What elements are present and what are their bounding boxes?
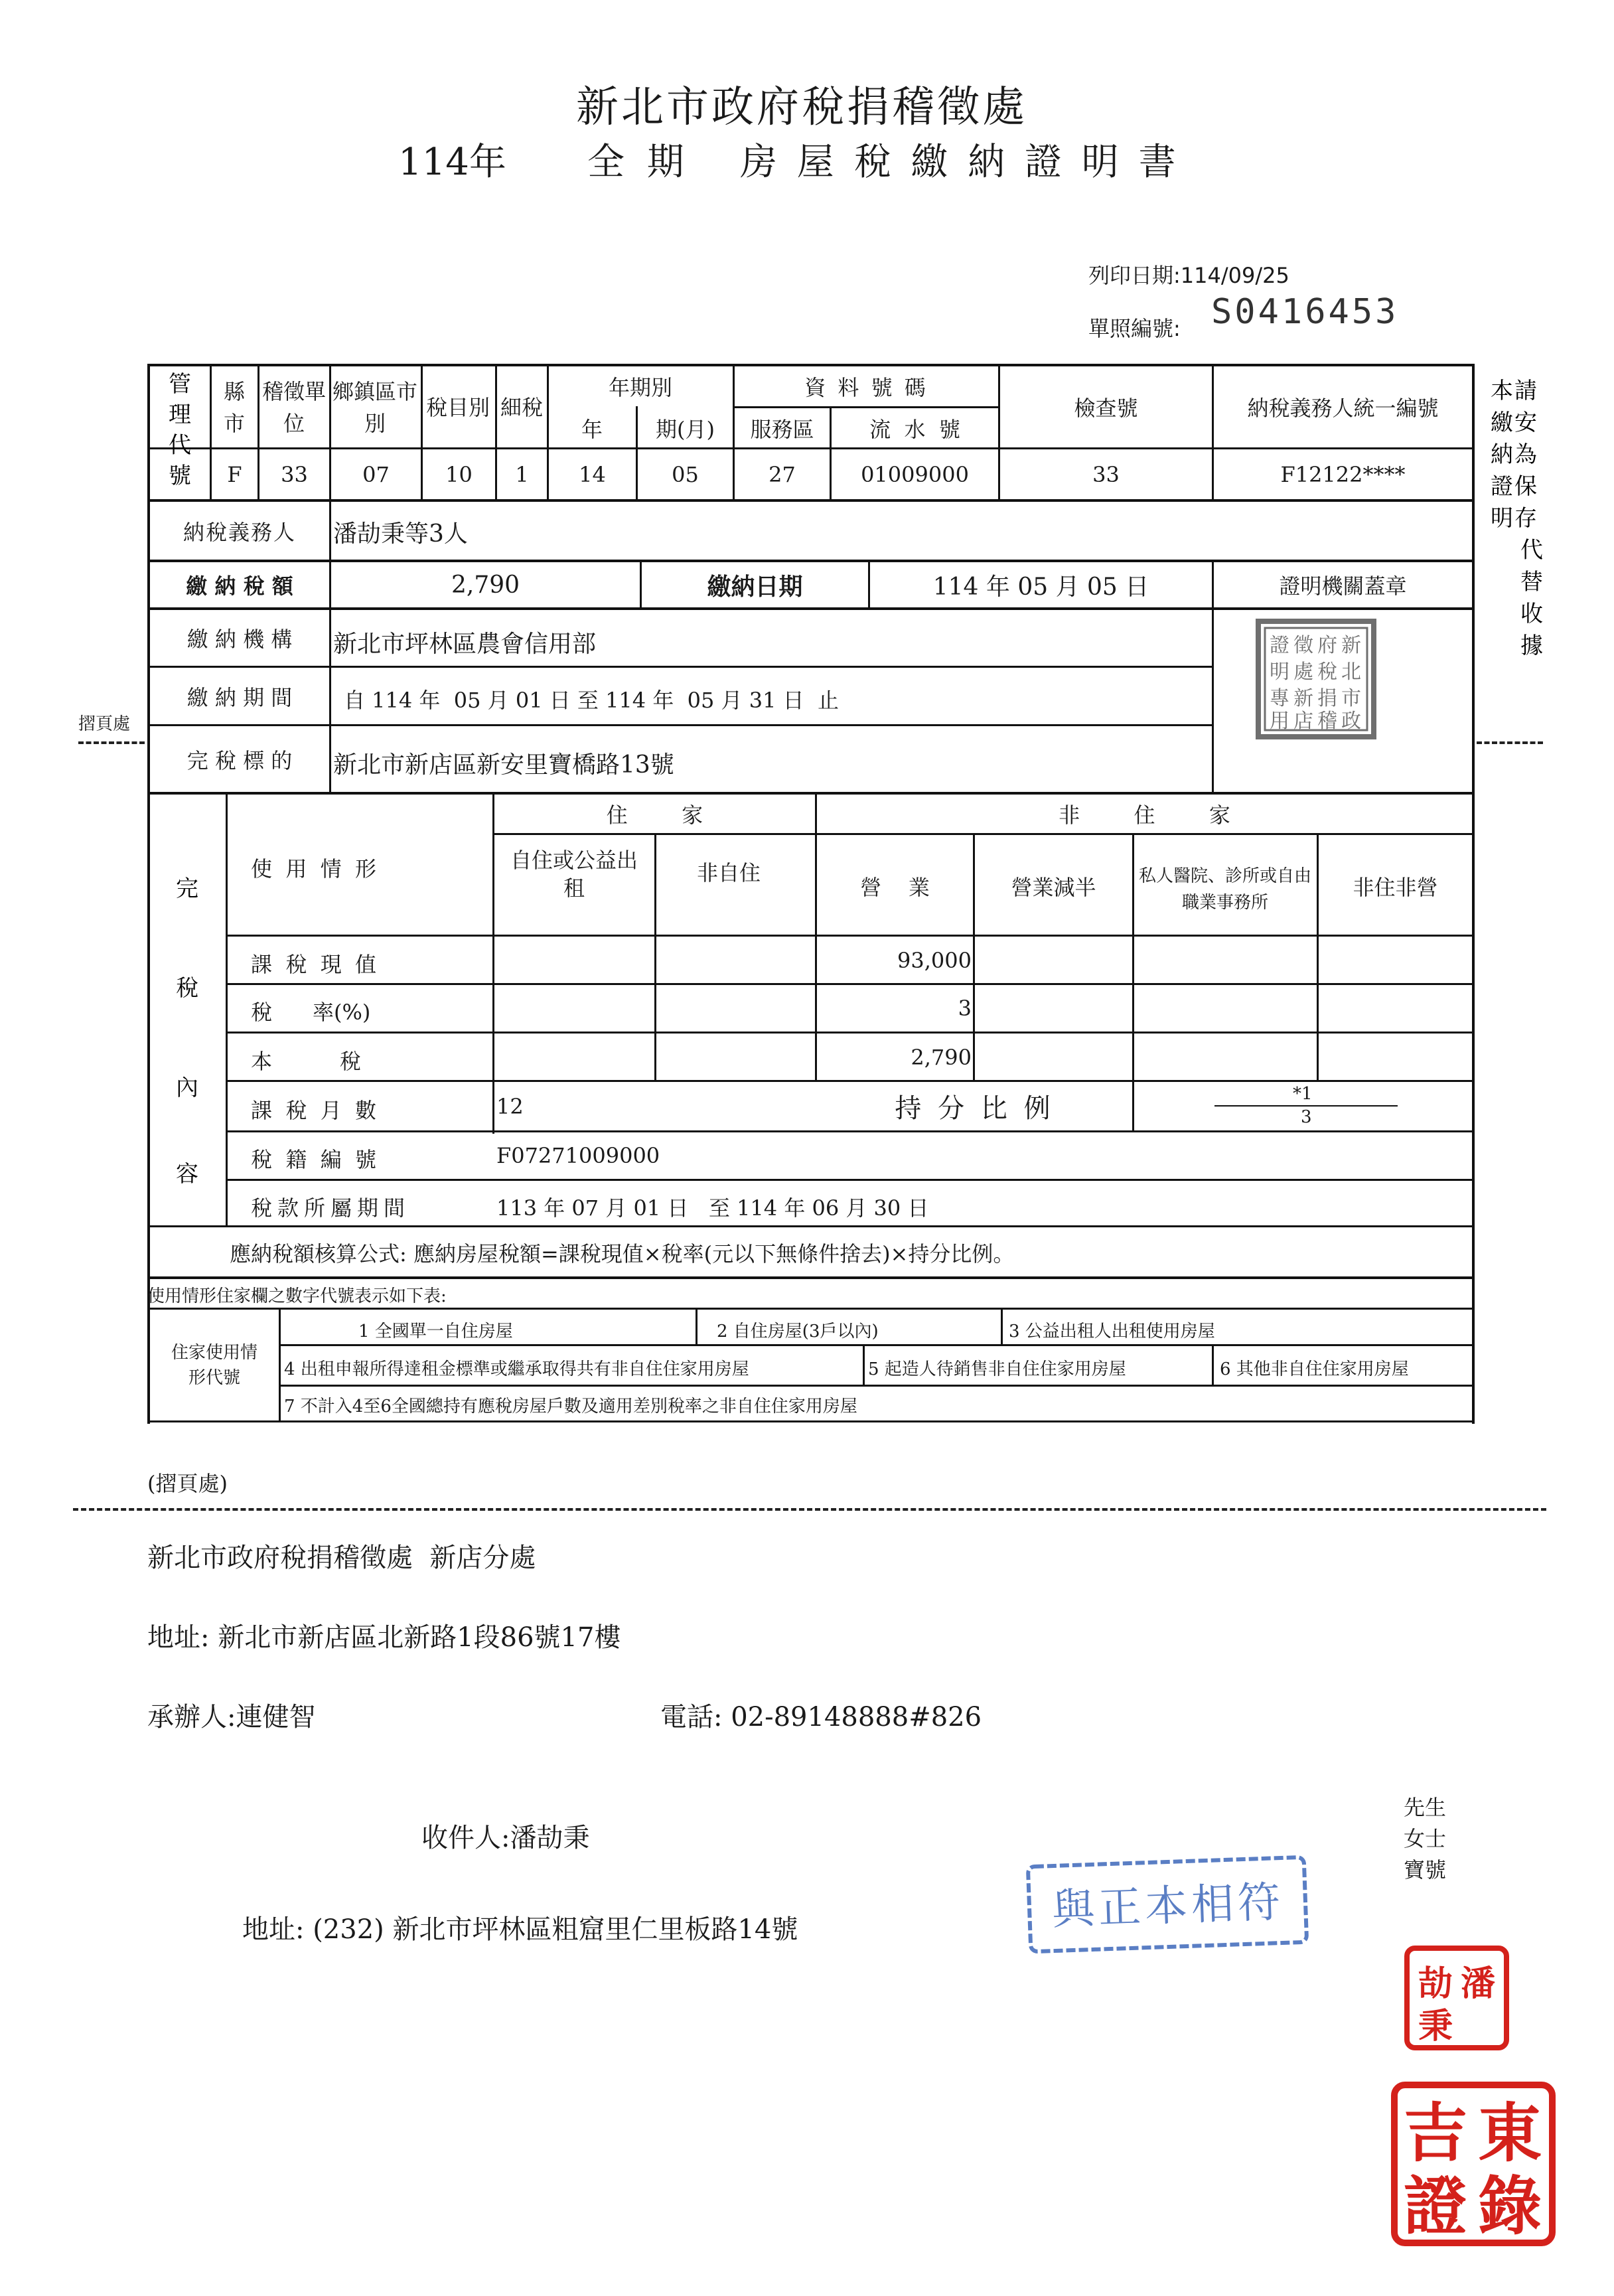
col-non-owner: 非自住 — [697, 860, 761, 885]
svg-text:市: 市 — [1341, 687, 1361, 710]
year-header: 年 — [581, 416, 603, 442]
term-header: 期(月) — [656, 416, 715, 442]
residential-header: 住 家 — [606, 803, 703, 828]
amount-label: 繳 納 稅 額 — [186, 574, 293, 599]
tax-period-value: 113 年 07 月 01 日 至 114 年 06 月 30 日 — [496, 1195, 929, 1221]
service-area-value: 27 — [769, 461, 796, 487]
code-group-char-1: 理 — [169, 402, 191, 428]
share-numerator: *1 — [1293, 1084, 1313, 1104]
detail-side-char-3: 容 — [176, 1161, 198, 1187]
fold-label-left: 摺頁處 — [78, 714, 131, 734]
taxpayer-value: 潘劼秉等3人 — [333, 520, 468, 548]
print-date: 列印日期:114/09/25 — [1088, 263, 1289, 288]
svg-text:政: 政 — [1341, 710, 1361, 733]
side-note-line: 據 — [1520, 633, 1543, 659]
doc-year: 114年 — [398, 141, 506, 184]
personal-seal-char-1: 劼 — [1418, 1963, 1453, 2004]
handler: 承辦人:連健智 — [147, 1702, 316, 1732]
code-col-header-subtax: 細稅 — [500, 395, 543, 420]
office-seal-chars — [1270, 634, 1361, 733]
code-district-value: 07 — [362, 461, 390, 487]
office-name: 新北市政府稅捐稽徵處 新店分處 — [147, 1543, 536, 1573]
row-label-base-tax: 本 稅 — [251, 1049, 361, 1074]
months-value: 12 — [496, 1094, 524, 1119]
legend-item-7: 7 不計入4至6全國總持有應稅房屋戶數及適用差別稅率之非自住住家用房屋 — [284, 1397, 857, 1416]
honorific-mr: 先生 — [1404, 1795, 1447, 1820]
mail-fold-label: (摺頁處) — [147, 1471, 228, 1496]
svg-text:稽: 稽 — [1317, 710, 1337, 733]
svg-text:徵: 徵 — [1293, 634, 1313, 657]
assessed-value: 93,000 — [897, 948, 972, 973]
notary-seal-char-2: 錄 — [1478, 2169, 1542, 2244]
side-note-line: 替 — [1520, 569, 1543, 595]
notary-seal-char-3: 證 — [1404, 2169, 1467, 2244]
col-other: 非住非營 — [1353, 875, 1438, 900]
personal-seal-char-2: 秉 — [1418, 2006, 1453, 2046]
serial-header: 流 水 號 — [869, 416, 960, 442]
svg-text:店: 店 — [1293, 710, 1313, 733]
svg-text:專: 專 — [1270, 687, 1289, 710]
period-header: 年期別 — [608, 375, 672, 400]
service-area-header: 服務區 — [750, 416, 814, 442]
tax-rate-value: 3 — [958, 996, 972, 1021]
side-note-line: 納為 — [1491, 441, 1538, 468]
legend-label — [150, 1310, 279, 1420]
tax-reg-no-value: F07271009000 — [496, 1143, 660, 1168]
svg-text:新: 新 — [1293, 687, 1313, 710]
side-note-line: 繳安 — [1491, 410, 1538, 436]
payment-date-value: 114 年 05 月 05 日 — [932, 573, 1149, 601]
agency-title: 新北市政府稅捐稽徵處 — [576, 83, 1027, 132]
mail-fold-line — [73, 1508, 1546, 1511]
formula-text: 應納稅額核算公式: 應納房屋稅額=課稅現值×稅率(元以下無條件捨去)×持分比例。 — [230, 1241, 1015, 1266]
svg-text:明: 明 — [1270, 660, 1289, 684]
row-label-tax-period: 稅款所屬期間 — [251, 1195, 411, 1221]
svg-text:府: 府 — [1317, 634, 1337, 657]
amount-value: 2,790 — [451, 571, 520, 599]
share-label: 持 分 比 例 — [895, 1093, 1055, 1124]
col-clinic: 私人醫院、診所或自由職業事務所 — [1138, 866, 1311, 913]
code-col-header-county: 縣市 — [223, 379, 245, 436]
legend-item-2: 2 自住房屋(3戶以內) — [717, 1322, 879, 1341]
pay-period-value: 自 114 年 05 月 01 日 至 114 年 05 月 31 日 止 — [344, 688, 839, 713]
tax-id-header: 納稅義務人統一編號 — [1247, 396, 1439, 421]
legend-item-6: 6 其他非自住住家用房屋 — [1220, 1359, 1409, 1379]
usage-label: 使 用 情 形 — [251, 856, 377, 881]
code-group-label — [151, 366, 208, 499]
code-group-char-2: 代 — [169, 432, 191, 459]
side-note-line: 收 — [1520, 601, 1543, 627]
notary-seal — [1390, 2081, 1556, 2247]
code-col-header-unit: 稽徵單位 — [261, 379, 326, 436]
doc-title: 房 屋 稅 繳 納 證 明 書 — [740, 141, 1180, 184]
property-label: 完 稅 標 的 — [186, 747, 293, 773]
fold-line-left — [78, 741, 145, 744]
svg-text:用: 用 — [1270, 710, 1289, 733]
legend-item-4: 4 出租申報所得達租金標準或繼承取得共有非自住住家用房屋 — [284, 1359, 749, 1379]
svg-text:稅: 稅 — [1317, 660, 1337, 684]
share-denominator: 3 — [1301, 1107, 1312, 1127]
svg-text:捐: 捐 — [1317, 687, 1337, 710]
detail-side-char-0: 完 — [176, 876, 198, 902]
serial-value: 01009000 — [861, 461, 969, 487]
col-business-half: 營業減半 — [1011, 875, 1096, 900]
recipient-address: 地址: (232) 新北市坪林區粗窟里仁里板路14號 — [242, 1914, 798, 1945]
honorific-shop: 寶號 — [1404, 1857, 1447, 1882]
certified-stamp — [1025, 1855, 1311, 1955]
phone: 電話: 02-89148888#826 — [660, 1702, 982, 1732]
code-group-char-0: 管 — [169, 371, 191, 398]
pay-period-label: 繳 納 期 間 — [186, 684, 293, 710]
svg-text:新: 新 — [1341, 634, 1361, 657]
side-note-text — [1479, 376, 1552, 668]
side-note-line: 代 — [1520, 537, 1543, 564]
nonresidential-header: 非 住 家 — [1059, 803, 1230, 828]
row-label-assessed: 課 稅 現 值 — [251, 952, 377, 977]
code-group-char-3: 號 — [169, 463, 191, 489]
svg-text:北: 北 — [1341, 660, 1361, 684]
recipient: 收件人:潘劼秉 — [421, 1823, 590, 1853]
certified-stamp-text: 與正本相符 — [1051, 1877, 1285, 1936]
code-taxitem-value: 10 — [445, 461, 473, 487]
fold-line-right — [1477, 741, 1543, 744]
institution-label: 繳 納 機 構 — [186, 627, 293, 652]
seal-label: 證明機關蓋章 — [1279, 574, 1407, 599]
license-label: 單照編號: — [1088, 316, 1181, 341]
row-label-months: 課 稅 月 數 — [251, 1098, 377, 1123]
detail-side-char-1: 稅 — [176, 975, 198, 1002]
detail-side-label — [150, 836, 224, 1221]
year-value: 14 — [579, 461, 606, 487]
personal-seal-char-0: 潘 — [1460, 1963, 1496, 2004]
share-fraction-bar — [1214, 1105, 1398, 1107]
side-note-line: 本請 — [1491, 378, 1538, 404]
tax-id-value: F12122**** — [1280, 461, 1406, 487]
institution-value: 新北市坪林區農會信用部 — [333, 631, 597, 658]
col-owner-occupied: 自住或公益出租 — [510, 848, 638, 901]
doc-period: 全 期 — [587, 141, 690, 184]
col-business: 營 業 — [860, 875, 930, 900]
code-col-header-district: 鄉鎮區市別 — [332, 379, 417, 436]
personal-seal — [1404, 1945, 1510, 2051]
side-note-line: 證保 — [1491, 473, 1538, 500]
notary-seal-char-0: 東 — [1478, 2096, 1542, 2171]
detail-side-char-2: 內 — [176, 1075, 198, 1101]
legend-title: 使用情形住家欄之數字代號表示如下表: — [147, 1286, 447, 1306]
office-address: 地址: 新北市新店區北新路1段86號17樓 — [147, 1622, 621, 1653]
code-county-value: F — [227, 461, 242, 487]
code-group-label-svg — [167, 368, 193, 498]
side-note-line: 明存 — [1491, 505, 1538, 532]
check-header: 檢查號 — [1074, 396, 1138, 421]
code-unit-value: 33 — [281, 461, 308, 487]
svg-text:證: 證 — [1270, 634, 1289, 657]
svg-text:處: 處 — [1293, 660, 1313, 684]
code-subtax-value: 1 — [515, 461, 529, 487]
property-value: 新北市新店區新安里寶橋路13號 — [333, 751, 674, 779]
payment-date-label: 繳納日期 — [707, 572, 803, 601]
office-seal — [1254, 617, 1378, 741]
row-label-rate: 稅 率(%) — [251, 1000, 371, 1025]
license-number: S0416453 — [1211, 292, 1399, 332]
legend-label-text: 住家使用情形代號 — [171, 1342, 257, 1388]
check-value: 33 — [1092, 461, 1120, 487]
legend-item-1: 1 全國單一自住房屋 — [358, 1322, 513, 1341]
data-no-header: 資 料 號 碼 — [804, 375, 928, 400]
row-label-reg-no: 稅 籍 編 號 — [251, 1147, 377, 1172]
term-value: 05 — [672, 461, 699, 487]
taxpayer-label: 納稅義務人 — [183, 519, 296, 545]
code-col-header-taxitem: 稅目別 — [425, 395, 490, 420]
legend-item-5: 5 起造人待銷售非自住住家用房屋 — [868, 1359, 1126, 1379]
base-tax-value: 2,790 — [911, 1045, 972, 1070]
honorific-ms: 女士 — [1404, 1826, 1447, 1851]
legend-item-3: 3 公益出租人出租使用房屋 — [1009, 1322, 1215, 1341]
notary-seal-char-1: 吉 — [1404, 2096, 1467, 2171]
